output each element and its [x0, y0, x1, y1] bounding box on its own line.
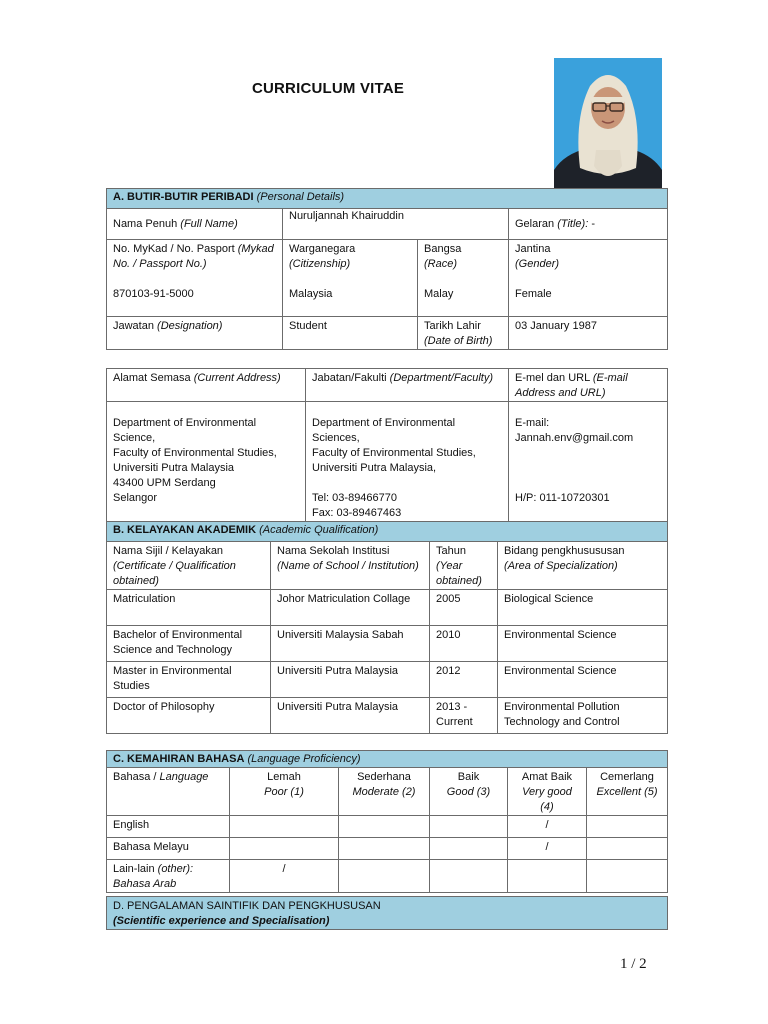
dob-label-en: (Date of Birth)	[424, 335, 493, 347]
gender-value: Female	[515, 288, 552, 300]
current-address-line: Selangor	[113, 492, 158, 504]
year-cell: 2012	[430, 662, 498, 698]
full-name-label: Nama Penuh	[113, 218, 178, 230]
section-d-title-en: (Scientific experience and Specialisation)	[113, 915, 330, 927]
email-label: E-mel dan URL	[515, 372, 590, 384]
proficiency-mark	[339, 860, 430, 893]
col-spec-label-en: (Area of Specialization)	[504, 560, 618, 572]
level-header-moderate	[339, 768, 430, 816]
section-b-header	[107, 522, 668, 542]
level-label: Amat Baik	[521, 771, 573, 783]
school-cell: Universiti Malaysia Sabah	[271, 626, 430, 662]
proficiency-mark	[430, 860, 508, 893]
school-cell: Universiti Putra Malaysia	[271, 662, 430, 698]
proficiency-mark	[587, 860, 668, 893]
citizenship-label-en: (Citizenship)	[289, 258, 351, 270]
section-c-title: C. KEMAHIRAN BAHASA	[113, 753, 245, 765]
year-cell: 2010	[430, 626, 498, 662]
gender-label-en: (Gender)	[515, 258, 560, 270]
proficiency-mark	[230, 838, 339, 860]
designation-label-en: (Designation)	[157, 320, 223, 332]
level-label: Baik	[457, 771, 480, 783]
proficiency-mark: /	[508, 838, 587, 860]
mykad-label-en: (Mykad No. / Passport No.)	[113, 243, 274, 270]
email-cell	[509, 402, 668, 522]
level-label: Lemah	[267, 771, 301, 783]
scientific-experience-table	[106, 896, 668, 930]
proficiency-mark: /	[508, 816, 587, 838]
profile-photo	[554, 58, 662, 194]
col-year-header	[430, 542, 498, 590]
title-value: -	[591, 218, 596, 230]
year-cell: 2005	[430, 590, 498, 626]
full-name-label-en: (Full Name)	[180, 218, 238, 230]
current-address-line: Faculty of Environmental Studies,	[113, 447, 277, 459]
table-row	[107, 626, 668, 662]
col-cert-label: Nama Sijil / Kelayakan	[113, 545, 224, 557]
table-row	[107, 590, 668, 626]
col-language-header	[107, 768, 230, 816]
dob-value: 03 January 1987	[509, 317, 668, 350]
portrait-image	[554, 58, 662, 194]
title-label: Gelaran	[515, 218, 555, 230]
spec-cell: Environmental Pollution Technology and Control	[498, 698, 668, 734]
proficiency-mark	[508, 860, 587, 893]
level-header-good	[430, 768, 508, 816]
mykad-value: 870103-91-5000	[113, 288, 194, 300]
col-school-label-en: (Name of School / Institution)	[277, 560, 419, 572]
cert-cell: Master in Environmental Studies	[107, 662, 271, 698]
table-row	[107, 860, 668, 893]
year-cell: 2013 -Current	[430, 698, 498, 734]
cert-cell: Doctor of Philosophy	[107, 698, 271, 734]
col-spec-header	[498, 542, 668, 590]
department-label-en: (Department/Faculty)	[389, 372, 493, 384]
full-name-value: Nuruljannah Khairuddin	[283, 209, 509, 240]
gender-cell	[509, 240, 668, 317]
designation-label-cell	[107, 317, 283, 350]
race-value: Malay	[424, 288, 454, 300]
citizenship-cell	[283, 240, 418, 317]
department-line: Universiti Putra Malaysia,	[312, 462, 437, 474]
document-title: CURRICULUM VITAE	[251, 80, 405, 97]
race-cell	[418, 240, 509, 317]
col-year-label-en: (Year obtained)	[436, 560, 482, 587]
email-label-en: (E-mail Address and URL)	[515, 372, 628, 399]
table-row	[107, 698, 668, 734]
section-c-title-en: (Language Proficiency)	[247, 753, 361, 765]
spec-cell: Environmental Science	[498, 626, 668, 662]
language-proficiency-table	[106, 750, 668, 893]
level-label-en: Poor (1)	[264, 786, 304, 798]
page-number: 1 / 2	[620, 956, 647, 972]
level-header-excellent	[587, 768, 668, 816]
level-label-en: Very good (4)	[522, 786, 572, 813]
proficiency-mark	[430, 816, 508, 838]
citizenship-value: Malaysia	[289, 288, 333, 300]
citizenship-label: Warganegara	[289, 243, 356, 255]
proficiency-mark	[339, 816, 430, 838]
department-label: Jabatan/Fakulti	[312, 372, 387, 384]
level-label-en: Good (3)	[446, 786, 491, 798]
section-a-title-en: (Personal Details)	[256, 191, 345, 203]
section-d-header	[107, 897, 668, 930]
proficiency-mark	[339, 838, 430, 860]
race-label: Bangsa	[424, 243, 462, 255]
proficiency-mark	[587, 816, 668, 838]
email-label-cell	[509, 369, 668, 402]
table-row	[107, 816, 668, 838]
level-label-en: Moderate (2)	[352, 786, 416, 798]
cert-cell: Matriculation	[107, 590, 271, 626]
mykad-cell	[107, 240, 283, 317]
department-fax: Fax: 03-89467463	[312, 507, 402, 519]
section-b-title-en: (Academic Qualification)	[259, 524, 379, 536]
mykad-label: No. MyKad / No. Pasport	[113, 243, 235, 255]
cert-cell: Bachelor of Environmental Science and Technology	[107, 626, 271, 662]
dob-label-cell	[418, 317, 509, 350]
proficiency-mark	[230, 816, 339, 838]
designation-value: Student	[283, 317, 418, 350]
col-language-label-en: Language	[159, 771, 209, 783]
academic-qualification-table	[106, 521, 668, 734]
department-phone: Tel: 03-89466770	[312, 492, 398, 504]
department-label-cell	[306, 369, 509, 402]
proficiency-mark	[587, 838, 668, 860]
col-school-header	[271, 542, 430, 590]
designation-label: Jawatan	[113, 320, 154, 332]
email-address: Jannah.env@gmail.com	[515, 432, 634, 444]
current-address-label-en: (Current Address)	[193, 372, 281, 384]
department-line: Faculty of Environmental Studies,	[312, 447, 476, 459]
title-label-en: (Title):	[557, 218, 589, 230]
section-c-header	[107, 751, 668, 768]
proficiency-mark	[430, 838, 508, 860]
current-address-label-cell	[107, 369, 306, 402]
col-cert-header	[107, 542, 271, 590]
race-label-en: (Race)	[424, 258, 458, 270]
school-cell: Johor Matriculation Collage	[271, 590, 430, 626]
current-address-line: 43400 UPM Serdang	[113, 477, 216, 489]
personal-details-table	[106, 188, 668, 350]
current-address-line: Department of Environmental Science,	[113, 417, 257, 444]
col-cert-label-en: (Certificate / Qualification obtained)	[113, 560, 236, 587]
gender-label: Jantina	[515, 243, 551, 255]
section-d-title: D. PENGALAMAN SAINTIFIK DAN PENGKHUSUSAN	[113, 900, 381, 912]
table-row	[107, 662, 668, 698]
col-language-label: Bahasa /	[113, 771, 157, 783]
col-school-label: Nama Sekolah Institusi	[277, 545, 390, 557]
department-line: Department of Environmental Sciences,	[312, 417, 456, 444]
title-cell	[509, 209, 668, 240]
language-other-label-en: (other):	[157, 863, 194, 875]
current-address-line: Universiti Putra Malaysia	[113, 462, 235, 474]
level-header-poor	[230, 768, 339, 816]
current-address-label: Alamat Semasa	[113, 372, 191, 384]
dob-label: Tarikh Lahir	[424, 320, 481, 332]
spec-cell: Biological Science	[498, 590, 668, 626]
col-spec-label: Bidang pengkhusususan	[504, 545, 625, 557]
school-cell: Universiti Putra Malaysia	[271, 698, 430, 734]
section-a-title: A. BUTIR-BUTIR PERIBADI	[113, 191, 254, 203]
language-other-value: Bahasa Arab	[113, 878, 177, 890]
level-label-en: Excellent (5)	[596, 786, 658, 798]
department-address-cell	[306, 402, 509, 522]
language-name: English	[107, 816, 230, 838]
language-name: Bahasa Melayu	[107, 838, 230, 860]
level-label: Cemerlang	[600, 771, 654, 783]
mobile-phone: H/P: 011-10720301	[515, 492, 610, 504]
section-b-title: B. KELAYAKAN AKADEMIK	[113, 524, 257, 536]
level-label: Sederhana	[357, 771, 411, 783]
address-table	[106, 368, 668, 522]
level-header-very-good	[508, 768, 587, 816]
full-name-label-cell	[107, 209, 283, 240]
email-label-line: E-mail:	[515, 417, 550, 429]
table-row	[107, 838, 668, 860]
language-name	[107, 860, 230, 893]
current-address-cell	[107, 402, 306, 522]
language-other-label: Lain-lain	[113, 863, 155, 875]
spec-cell: Environmental Science	[498, 662, 668, 698]
col-year-label: Tahun	[436, 545, 466, 557]
proficiency-mark: /	[230, 860, 339, 893]
section-a-header	[107, 189, 668, 209]
